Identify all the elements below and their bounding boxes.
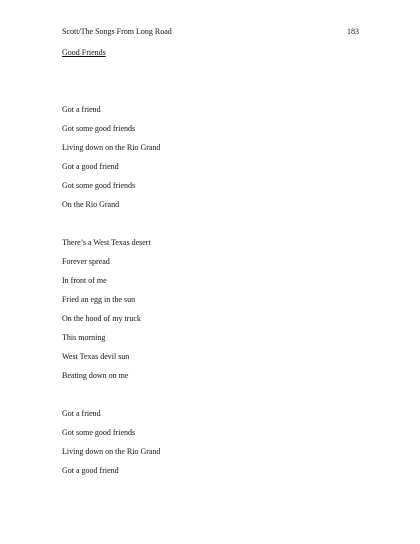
lyric-line: Fried an egg in the sun — [62, 295, 136, 304]
lyric-line: Got a good friend — [62, 466, 119, 475]
lyric-line: This morning — [62, 333, 106, 342]
lyric-line: West Texas devil sun — [62, 352, 130, 361]
lyric-line: There’s a West Texas desert — [62, 238, 151, 247]
lyric-line: Got a good friend — [62, 162, 119, 171]
running-header — [62, 25, 359, 39]
lyric-line: Living down on the Rio Grand — [62, 447, 161, 456]
lyric-line: On the hood of my truck — [62, 314, 141, 323]
lyric-line: Got a friend — [62, 409, 101, 418]
running-title: Scott/The Songs From Long Road — [62, 27, 172, 36]
lyric-line: On the Rio Grand — [62, 200, 120, 209]
page-number: 183 — [347, 27, 359, 36]
lyric-line: Forever spread — [62, 257, 110, 266]
lyric-line: Beating down on me — [62, 371, 129, 380]
lyric-line: Got some good friends — [62, 428, 136, 437]
lyric-line: In front of me — [62, 276, 107, 285]
lyric-line: Got some good friends — [62, 124, 136, 133]
lyric-line: Got a friend — [62, 105, 101, 114]
lyric-line: Got some good friends — [62, 181, 136, 190]
song-title: Good Friends — [62, 48, 106, 57]
lyric-line: Living down on the Rio Grand — [62, 143, 161, 152]
